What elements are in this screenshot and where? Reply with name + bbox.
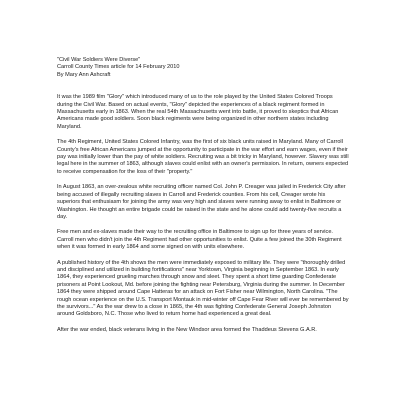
article-publication: Carroll County Times article for 14 February 2010 [57, 64, 180, 71]
article-byline: By Mary Ann Ashcraft [57, 71, 111, 78]
article-header [57, 57, 349, 79]
paragraph-6: After the war ended, black veterans living in the New Windsor area formed the Thaddeus Stevens G.A.R. [57, 326, 317, 333]
paragraph-1: It was the 1989 film "Glory" which introduced many of us to the role played by the United States Colored Troops during the Civil War. Based on actual events, "Glory" depicted the experiences of a black regiment formed in Massachusetts early in 1863. When the real 54th Massachusetts went into battle, it proved to skeptics that African Americans made good soldiers. Soon black regiments were being organized in other northern states including Maryland. [57, 94, 339, 130]
article-title: "Civil War Soldiers Were Diverse" [57, 57, 141, 63]
article-body [57, 57, 349, 334]
paragraph-2: The 4th Regiment, United States Colored Infantry, was the first of six black units raised in Maryland. Many of Carroll County's free African Americans jumped at the opportunity to participate in the war effort and earn wages, even if their pay was initially lower than the pay of white soldiers. Recruiting was a bit tricky in Maryland, however. Slavery was still legal here in the summer of 1863, although slaves could enlist with an owner's permission. In return, owners expected to receive compensation for the loss of their "property." [57, 139, 349, 175]
paragraph-4: Free men and ex-slaves made their way to the recruiting office in Baltimore to sign up for three years of service. Carroll men who didn't join the 4th Regiment had other opportunities to enlist. Quite a few joined the 30th Regiment when it was formed in early 1864 and some signed on with units elsewhere. [57, 229, 342, 251]
paragraph-5: A published history of the 4th shows the men were immediately exposed to military life. They were "thoroughly drilled and disciplined and utilized in building fortifications" near Yorktown, Virginia beginning in September 1863. In early 1864, they experienced grueling marches through snow and sleet. They spent a short time guarding Confederate prisoners at Point Lookout, Md. before joining the fighting near Petersburg, Virginia during the summer. In December 1864 they were shipped around Cape Hatteras for an attack on Fort Fisher near Wilmington, North Carolina. "The rough ocean experience on the U.S. Transport Montauk in mid-winter off Cape Fear River will ever be remembered by the survivors..." As the war drew to a close in 1865, the 4th was fighting Confederate General Joseph Johnston around Goldsboro, N.C. Those who lived to return home had experienced a great deal. [57, 259, 349, 318]
paragraph-3: In August 1863, an over-zealous white recruiting officer named Col. John P. Creager was jailed in Frederick City after being accused of illegally recruiting slaves in Carroll and Frederick counties. From his cell, Creager wrote his superiors that enthusiasm for joining the army was very high and slaves were running away to enlist in Baltimore or Washington. He thought an entire brigade could be raised in the state and he alone could add twenty-five recruits a day. [57, 184, 346, 220]
